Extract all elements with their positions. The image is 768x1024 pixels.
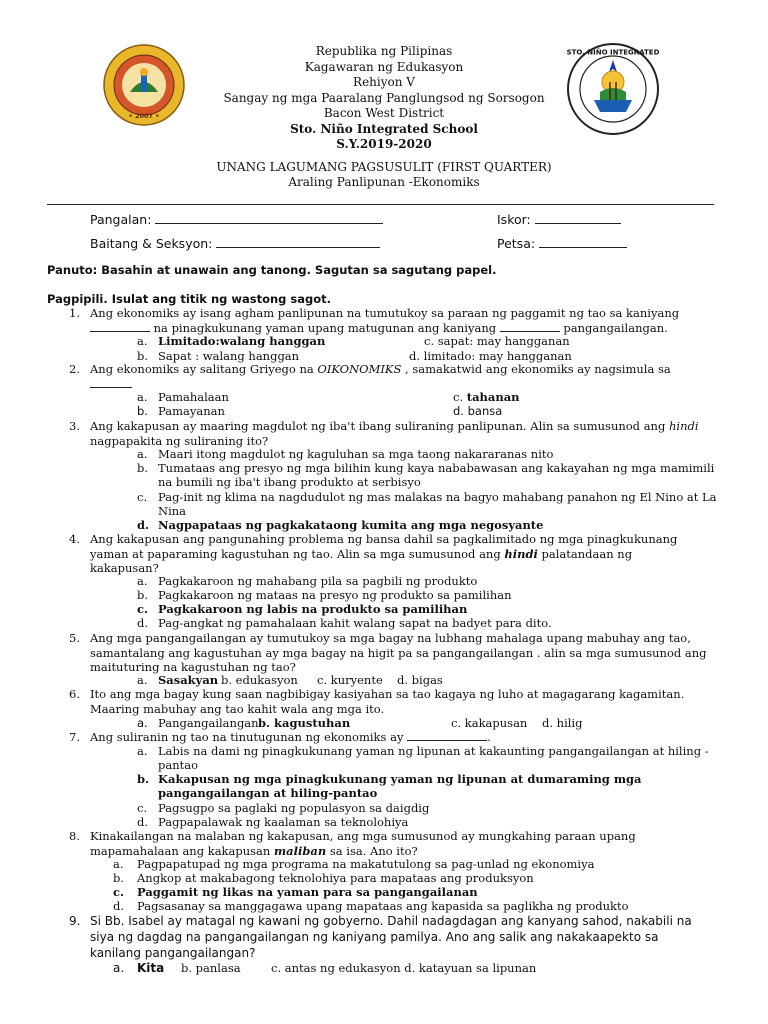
option-b-text: Angkop at makabagong teknolohiya para mapataas ang produksyon xyxy=(137,871,534,885)
question-text: siya ng dagdag na pangangailangan ng kaniyang pamilya. Ano ang salik ang nakakaapekto sa xyxy=(90,930,659,944)
option-a: a. xyxy=(137,447,148,461)
question-text-part: na pinagkukunang yaman upang matugunan ang kaniyang xyxy=(150,320,500,335)
question-5 xyxy=(69,631,730,675)
option-b: b. xyxy=(137,404,148,418)
option-a: a. xyxy=(137,673,148,687)
option-a-text-1: Labis na dami ng pinagkukunang yaman ng lipunan at kakaunting pangangailangan at hiling - xyxy=(158,744,709,758)
option-d: d. bigas xyxy=(397,673,443,687)
question-text: Maaring mabuhay ang tao kahit wala ang mga ito. xyxy=(90,701,385,716)
option-d-text: Pagpapalawak ng kaalaman sa teknolohiya xyxy=(158,815,409,829)
option-c: c. xyxy=(137,602,149,616)
grade-section-line[interactable] xyxy=(216,235,380,248)
answer-blank xyxy=(90,377,132,388)
option-b: b. edukasyon xyxy=(221,673,298,687)
section-heading: Pagpipili. Isulat ang titik ng wastong sagot. xyxy=(47,292,332,306)
svg-text:• 2007 •: • 2007 • xyxy=(128,112,160,120)
question-text: Ito ang mga bagay kung saan nagbibigay kasiyahan sa tao kagaya ng luho at magagarang kagamitan. xyxy=(90,687,685,701)
option-c: c. kakapusan xyxy=(451,716,528,730)
option-c-text-1: Pag-init ng klima na nagdudulot ng mas malakas na bagyo mahabang panahon ng El Nino at La xyxy=(158,490,717,504)
header-region: Rehiyon V xyxy=(353,75,415,89)
question-text: nagpapakita ng suliraning ito? xyxy=(90,433,269,448)
option-d-text: Pag-angkat ng pamahalaan kahit walang sapat na badyet para dito. xyxy=(158,616,552,630)
option-c-d: c. antas ng edukasyon d. katayuan sa lipunan xyxy=(271,961,537,975)
question-number: 8. xyxy=(69,829,80,843)
question-text: samantalang ang kagustuhan ay mga bagay na higit pa sa pangangailangan . alin sa mga sumusunod ang xyxy=(90,645,707,660)
header-division: Sangay ng mga Paaralang Panglungsod ng Sorsogon xyxy=(223,90,545,105)
header-divider xyxy=(47,204,714,205)
option-b-text: Pagkakaroon ng mataas na presyo ng produkto sa pamilihan xyxy=(158,588,512,602)
option-a: a. xyxy=(137,744,148,758)
question-3 xyxy=(69,419,730,448)
question-number: 5. xyxy=(69,631,80,645)
exam-name: UNANG LAGUMANG PAGSUSULIT (FIRST QUARTER) xyxy=(216,160,552,174)
option-d: d. limitado: may hangganan xyxy=(409,349,572,363)
option-b: b. panlasa xyxy=(181,961,241,975)
option-c-text-2: Nina xyxy=(158,504,187,518)
question-number: 7. xyxy=(69,730,80,744)
question-text-part: , samakatwid ang ekonomiks ay nagsimula sa xyxy=(401,362,671,376)
option-d: d. xyxy=(113,899,125,913)
question-text-part: hindi xyxy=(504,546,538,561)
header-school: Sto. Niño Integrated School xyxy=(290,121,478,136)
option-d-text: Nagpapataas ng pagkakataong kumita ang mga negosyante xyxy=(158,518,544,532)
option-c-text: Paggamit ng likas na yaman para sa pangangailanan xyxy=(137,885,478,899)
option-c-text: tahanan xyxy=(466,390,520,404)
option-d: d. xyxy=(137,616,149,630)
question-number: 4. xyxy=(69,532,80,546)
question-text-part: yaman at paparaming kagustuhan ng tao. Alin sa mga sumusunod ang xyxy=(90,546,505,561)
question-8 xyxy=(69,829,730,858)
option-a: a. xyxy=(137,716,148,730)
question-1 xyxy=(69,306,730,335)
option-b: b. kagustuhan xyxy=(258,716,351,730)
option-c: c. xyxy=(137,801,148,815)
option-a-text: Pangangailangan xyxy=(158,716,259,730)
question-text: maituturing na kagustuhan ng tao? xyxy=(90,660,296,674)
name-line[interactable] xyxy=(155,211,383,224)
option-a-text: Limitado:walang hanggan xyxy=(158,334,326,348)
option-a-text: Pagkakaroon ng mahabang pila sa pagbili ng produkto xyxy=(158,574,478,588)
question-text-part: pangangailangan. xyxy=(559,320,668,335)
question-text: kakapusan? xyxy=(90,561,159,575)
option-b: b. xyxy=(137,349,149,363)
option-a-text: Kita xyxy=(137,961,165,975)
option-a: a. xyxy=(113,857,124,871)
option-b-text: Sapat : walang hanggan xyxy=(158,349,300,363)
option-b: b. xyxy=(113,871,125,885)
question-text-part: Ang ekonomiks ay salitang Griyego na xyxy=(90,362,318,376)
name-field[interactable] xyxy=(90,211,383,227)
question-number: 3. xyxy=(69,419,80,433)
question-text-part: Ang kakapusan ay maaring magdulot ng iba't ibang suliraning panlipunan. Alin sa sumusunod ang xyxy=(90,419,669,433)
option-c: c. xyxy=(113,885,125,899)
date-field[interactable] xyxy=(497,235,627,251)
question-6 xyxy=(69,687,730,716)
score-line[interactable] xyxy=(535,211,621,224)
question-number: 6. xyxy=(69,687,80,701)
option-c: c. kuryente xyxy=(317,673,383,687)
option-a-text: Pagpapatupad ng mga programa na makatutulong sa pag-unlad ng ekonomiya xyxy=(137,857,595,871)
option-c: c. sapat: may hangganan xyxy=(424,334,570,348)
answer-blank xyxy=(407,730,487,741)
option-c-text: Pagsugpo sa paglaki ng populasyon sa daigdig xyxy=(158,801,430,815)
question-text: kanilang pangangailangan? xyxy=(90,946,256,960)
option-a xyxy=(137,334,148,348)
option-a: a. xyxy=(137,390,148,404)
option-d: d. xyxy=(137,815,149,829)
question-text: Ang mga pangangailangan ay tumutukoy sa mga bagay na lubhang mahalaga upang mabuhay ang tao, xyxy=(90,631,691,645)
exam-subject: Araling Panlipunan -Ekonomiks xyxy=(288,175,480,189)
question-text: Kinakailangan na malaban ng kakapusan, ang mga sumusunod ay mungkahing paraan upang xyxy=(90,829,636,843)
date-label: Petsa: xyxy=(497,236,536,251)
question-text-part: maliban xyxy=(273,843,327,858)
question-text-part: hindi xyxy=(668,419,699,433)
question-number: 9. xyxy=(69,914,81,928)
answer-blank xyxy=(500,321,560,332)
option-b-text-2: pangangailangan at hiling-pantao xyxy=(158,786,378,800)
score-label: Iskor: xyxy=(497,212,531,227)
option-a-text: Maari itong magdulot ng kaguluhan sa mga taong nakararanas nito xyxy=(158,447,554,461)
option-a: a. xyxy=(113,961,125,975)
option-d: d. xyxy=(137,518,150,532)
option-b: b. xyxy=(137,772,150,786)
option-b-text-1: Kakapusan ng mga pinagkukunang yaman ng lipunan at dumaraming mga xyxy=(158,772,642,786)
score-field[interactable] xyxy=(497,211,621,227)
option-a-text: Pamahalaan xyxy=(158,390,229,404)
option-d-text: Pagsasanay sa manggagawa upang mapataas ang kapasida sa paglikha ng produkto xyxy=(137,899,629,913)
option-c xyxy=(453,390,520,404)
answer-blank xyxy=(90,321,150,332)
option-letter: c. xyxy=(453,390,467,404)
question-7 xyxy=(69,730,730,745)
option-letter: a. xyxy=(137,334,148,348)
question-text-part: Ang suliranin ng tao na tinutugunan ng ekonomiks ay xyxy=(90,730,404,744)
date-line[interactable] xyxy=(539,235,627,248)
option-b-text-2: na bumili ng iba't ibang produkto at serbisyo xyxy=(158,475,421,489)
question-4 xyxy=(69,532,730,576)
question-text-part: sa isa. Ano ito? xyxy=(326,843,418,858)
question-text: Ang ekonomiks ay isang agham panlipunan na tumutukoy sa paraan ng paggamit ng tao sa kaniyang xyxy=(90,306,680,320)
exam-title xyxy=(0,160,768,190)
header-district: Bacon West District xyxy=(323,106,445,120)
option-b-text-1: Tumataas ang presyo ng mga bilihin kung kaya nababawasan ang kakayahan ng mga mamimili xyxy=(158,461,715,475)
header-school-year: S.Y.2019-2020 xyxy=(336,137,432,151)
question-number: 1. xyxy=(69,306,80,320)
option-d: d. hilig xyxy=(542,716,583,730)
option-c: c. xyxy=(137,490,148,504)
question-2 xyxy=(69,362,730,391)
school-header xyxy=(0,44,768,153)
question-text: Si Bb. Isabel ay matagal ng kawani ng gobyerno. Dahil nadagdagan ang kanyang sahod, nakabili na xyxy=(90,914,692,928)
option-a-text: Sasakyan xyxy=(158,673,219,687)
grade-section-label: Baitang & Seksyon: xyxy=(90,236,213,251)
option-a: a. xyxy=(137,574,148,588)
instructions: Panuto: Basahin at unawain ang tanong. Sagutan sa sagutang papel. xyxy=(47,263,497,277)
option-b: b. xyxy=(137,588,149,602)
question-9 xyxy=(69,913,730,961)
question-text-part: OIKONOMIKS xyxy=(317,362,402,376)
question-text: Ang kakapusan ang pangunahing problema ng bansa dahil sa pagkalimitado ng mga pinagkukunang xyxy=(90,532,678,546)
header-department: Kagawaran ng Edukasyon xyxy=(304,59,464,74)
question-number: 2. xyxy=(69,362,80,376)
question-text-part: . xyxy=(487,730,491,744)
header-republic: Republika ng Pilipinas xyxy=(315,44,453,58)
svg-text:STO. NIÑO INTEGRATED: STO. NIÑO INTEGRATED xyxy=(566,48,660,57)
option-a-text-2: pantao xyxy=(158,758,199,772)
option-b-text: Pamayanan xyxy=(158,404,225,418)
option-b: b. xyxy=(137,461,149,475)
question-text-part: palatandaan ng xyxy=(537,546,633,561)
grade-section-field[interactable] xyxy=(90,235,380,251)
question-text xyxy=(90,321,730,336)
name-label: Pangalan: xyxy=(90,212,152,227)
option-d: d. bansa xyxy=(453,404,503,418)
option-c-text: Pagkakaroon ng labis na produkto sa pamilihan xyxy=(158,602,468,616)
question-text-part: mapamahalaan ang kakapusan xyxy=(90,843,274,858)
